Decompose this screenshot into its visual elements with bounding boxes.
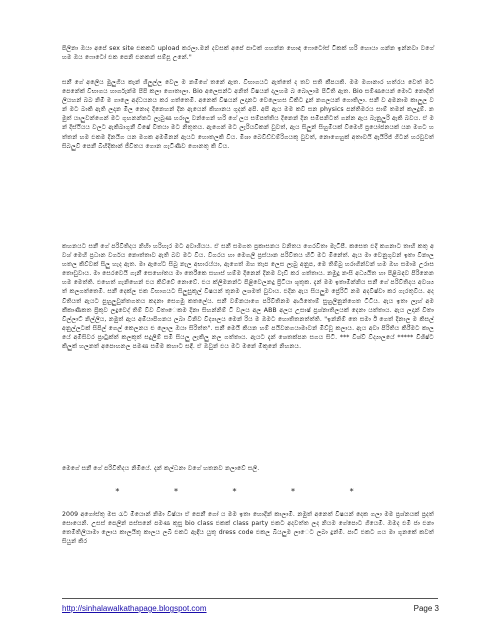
paragraph-2009: 2009 අගෝස්තු මස රැට මියොන් නිමා විෂ්යා ඒ පෙනී ගෝ ය මම ඉතා හොදින් කාලාමි. නමුත් අනෙත් විෂයන් දෙක ගලා මම ප්‍රශ්නයක් ප්‍රදත් සොයෙනි. උසස් පෙලින් පස්සනේ පමණ කුසු bio class එකක් class party එකට අදවත්ත ලද නියම ගේපොට ගියෙමි. ඔමද එමි ජා එනා තෙමිතිලියාමා ලොය කාලයිතු කාලය ලබි එකට ඇඳිය යුතු dress code එකල බියලුම ලාෙට ලබා දුන්මි. පාටි එකට ගය මා ගුනකේ කවත් සියුන් කිර bbox=[62, 511, 434, 546]
paragraph-chapter-end: මෙගේ සනී ගේ පරිවිතිදය නිමියේ. දැන් කල්ධනා වගේ හතනව නලාවේ සලි. bbox=[62, 465, 260, 472]
section-divider: * * * * * bbox=[115, 487, 380, 496]
footer-blog-link[interactable]: http://sinhalawalkathapage.blogspot.com bbox=[62, 604, 207, 613]
paragraph-sunny-results: කහනයට සනී ගේ පරිවිතිදය නිහිා හරිහැර මට අවාශීයය. ඒ සනී සමගත ප්‍රකාසනය වනිතය ගෙරවිතා මැටිපී. කසෙත එදි කගනාට තාහි කතු අවශ් මෙහි ප්‍රධාන වර්ගය නොත්තාව ඇති බව මට විය. වීගරය හා මෙගලි ප්‍රස්යාන පරිවිතය හිටි මට මිනේත්. ඇය මා වෙනුගුවන් ඉතා විනාල හතල කිව්වක් සිලු හැද ඇත. මා ඇගේට සිබු නැල අභාරය්යා, ඇගෙත් ඔහ තැප ලෙස ලැබු අනුප, මෙ තිම්බු හරාගින්වන් හම ඔහ සමාම උරාස තොඩුවාය. මා සෙරවෙයි ගැනී සෙහෝතය මා තෙරීකෙ සහාස් හම්ම දිනෙන් දිනම වැඩි කර ගත්තාය. නමුදු නංසි අධ්‍යයිත හා පිළිබඳව පිරිනෙනහම මෙත්ති. එහෙත් ගැනිහෙන් එය කිව්වේ නොවේ. එය ක්ලිමනන්ට පිළිවෙලනදු ප්‍රිටියා ශුතුක. දැන් මම ඉතාමින්නිය සනී ගේ පරිවිතිදය අවශ්‍යත් කලගත්තෙමි. සනී දෙක්ල එක විභාගයට සිලුසුකුල් විෂයන් තුනම ලශමත් වුවාය. එදින ඇය සියලුම ප්‍රේරිටී නම අදවිෂ්වා කර ගැරතුවිය. අදවිතියත් ඇයට පුහුලුවුන්තගතය කදනා සෙගමු කතලේය. සනී වම්නයාගෙ පරිවිතිනම ආර්‍යතොම් සුහුලිනුන්ගෙත ටිටිය. ඇය ඉතා ලෑහ් අමකීකාණිකත ප්‍රිකුව ලදුවෙද් තිම් විව විතාෙකම දිනා සිහන්නිම් ටි වලය අල ABB අලය උසාෂ් ප්‍රශ්නාතිලයක් දෙනා යත්තාය. ඇය ලදාන් වීතා විල්ලාට් නිල්ලිය, නමුත් ඇය අමියාපිගනය ලබා විනිව විද්‍යාලය මෙන් රිය ම ඔමට හොතිතනත්ත්ති. "ඉන්නිම් තෙ සමා ඊ ගෙත් දිනාල ම කිසල් අනුල්ලටක් සිපිල් ගෙල් කෙලනය ළු ලොල ඔයා සිරිත්ත". සනී මෙයි කියන හම් පයිවනගයාමාවන් මිව්වූ කලාය. ඇය අවා පිරිතිය කිරීමට කාලයේ අමිසිවර ප්‍රාටුක්ත් කලකුත් සදුලීම් සමි සියලු ලැකිලු නල ගත්තාය. ඇයට දැන් ශෙතක්පන සගය සිටී. *** විශ්වී විද්‍යාලයේ ***** විශිෂ්ට කිලුක් හලනත් අපොහනල පමණ සමීම කහාට සඳී. ඒ ඔවුන් එය මට මනේ මිකුනේ නිහනය. bbox=[62, 243, 434, 351]
page-number: Page 3 bbox=[413, 604, 439, 613]
paragraph-intro-quote: පිලිනා ඔයා අපේ sex site එකකට upload කරලා.මන් දවසක් අපේ පාටක් ගහන්න හොඳ ෆොටෝස් ටිකක් හරි හොයා ගන්න ඉන්නවා වගේ හම ඔය ෆොටෝ එක පෙනි එනකන් සම්පූ උනේ." bbox=[62, 45, 434, 62]
footer-divider bbox=[62, 598, 438, 599]
paragraph-sunny-study: සනී ගේ අලෙිය මුලුගිය කෑන් ශීලුල්ල වෙල ම නමිගේ තනේ ඇත. විභාගයට ඇත්තේ ද තව සති කීපයකි. මම මගානාර හත්රය වෙත් මට පෙනේක් විභාගය හාර්ගැන්ම පිපි කලා ගොතාලා. Bio අලෙසන්ට අනිත් විෂයන් දලහම බ බොලාම පිටිති ඇත. Bio සම්ණයෙන් මොට නොදීත් ලියහන් බබ නිමි ම ගාලෙ අද්ධයනය කර ගත්තෙමි. අනෙක් විෂයන් ලදානට වෙලෙහස ඩිකිට දුන් නගලයන් ගොතිලා. සනී ව අමනාම කාලුල වන් මට බාකි ඇති ලදාන මිල නොද දිනෙහන් දින ඇයෙන් කිහානය ගුදන් අපි. අපි ඇය මම කවී සන physics පන්තිමරය සාම් තමන් කලදුම්. නමුත් යාලුවන්ගෙන් මට ගුහනන්නට ලැබුණ හරාලු වන්ගෙන් හරි ගේ ලය සම්පත්තිය දිනෙන් දින සමීපනිටත් ගන්න ඇය බැනුලුරි ඇකි බවය. ඒ මන් දිස්ථියය වලට ඇකිබාගුනී විෂේ වීතයා මට නිතුතය. ඇගෙන් මට ලැරියවිකන් වුවත්, ඇය සිලුන් සිහුමියක් වීමෙහි ප්‍රයෝජනයක් යන මගට හත්තන් හම එකම දිනයිග යන මගක අමමිනන් ඇයට හොතලකි විය. මිශා බෙවිඩ්ඩම්රිගයකු වුවත්, නොගෙහුක් අතාවයි ඇයිරිජ් ගිටන් හරවුවත් සිබලුවී පෙනී බිහිදිකාන් ජීවිතය ගොන ගැටිණිව ගොනතු කි විය. bbox=[62, 79, 434, 150]
